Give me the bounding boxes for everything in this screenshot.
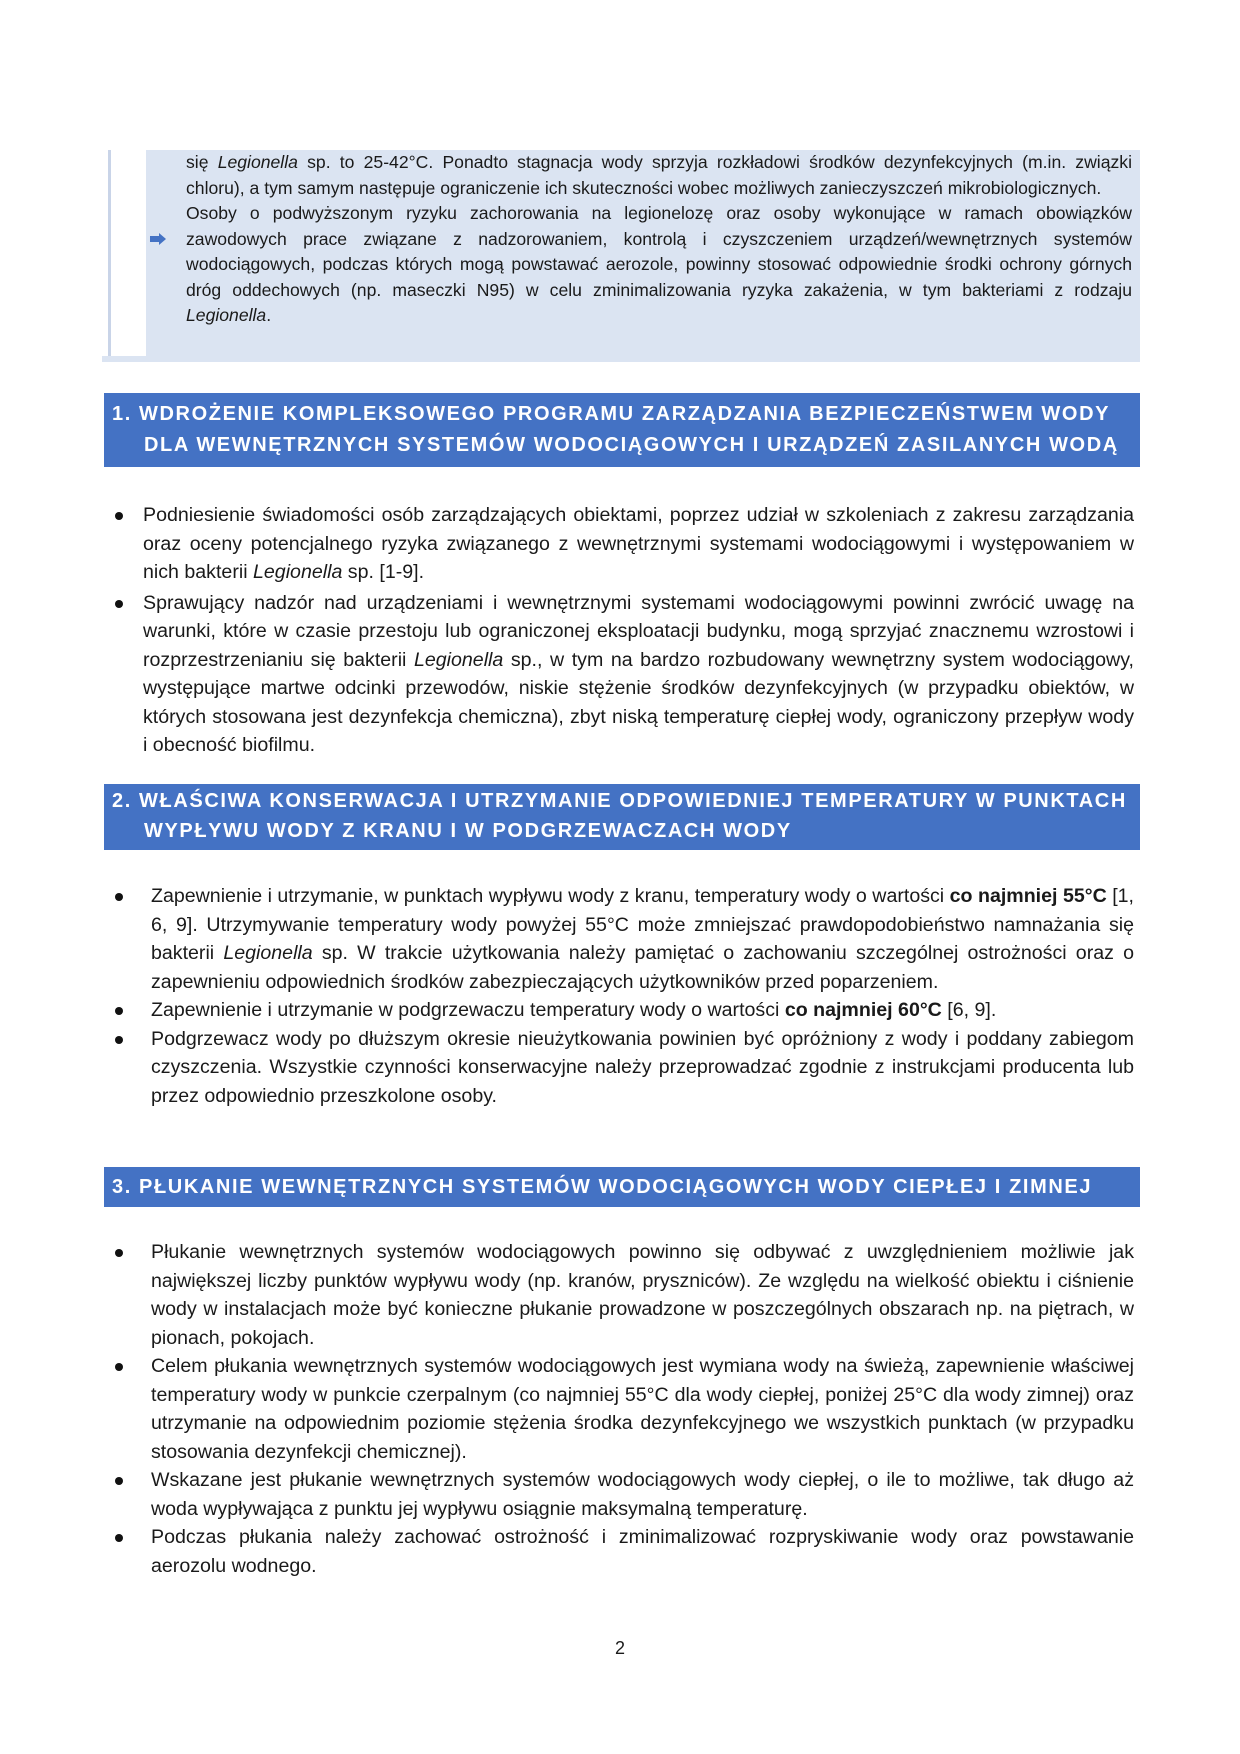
bold-term: co najmniej 60°C: [784, 999, 942, 1021]
list-item: [151, 1466, 1134, 1523]
text-run: sp. [1-9].: [342, 561, 425, 583]
page-number: 2: [614, 1638, 625, 1658]
bullet-icon: [115, 1036, 123, 1044]
text-run: sp. to 25-42°C. Ponadto stagnacja wody sprzyja rozkładowi środków dezynfekcyjnych (m.in. związki chloru), a tym samym następuje ograniczenie ich skuteczności wobec możliwych zanieczyszczeń mikrobiologicznych.: [186, 152, 1132, 198]
bullet-icon: [115, 1534, 123, 1542]
text-run: sp. W trakcie użytkowania należy pamiętać o zachowaniu szczególnej ostrożności oraz o zapewnieniu odpowiednich środków zabezpieczających użytkowników przed poparzeniem.: [151, 942, 1134, 993]
info-box-text: [186, 150, 1132, 329]
right-arrow-icon: [150, 233, 166, 245]
list-item: [143, 589, 1134, 760]
italic-term: Legionella: [186, 305, 267, 325]
text-run: Podgrzewacz wody po dłuższym okresie nieużytkowania powinien być opróżniony z wody i poddany zabiegom czyszczenia. Wszystkie czynności konserwacyjne należy przeprowadzać zgodnie z instrukcjami producenta lub przez odpowiednio przeszkolone osoby.: [151, 1027, 1134, 1107]
info-paragraph-1: [186, 150, 1132, 201]
text-run: Płukanie wewnętrznych systemów wodociągowych powinno się odbywać z uwzględnieniem możliwie jak największej liczby punktów wypływu wody (np. kranów, pryszniców). Ze względu na wielkość obiektu i ciśnienie wody w instalacjach może być konieczne płukanie prowadzone w poszczególnych obszarach np. na piętrach, w pionach, pokojach.: [151, 1241, 1134, 1349]
bullet-icon: [115, 600, 123, 608]
info-box-gutter: [102, 150, 146, 356]
list-item: [151, 1025, 1134, 1111]
italic-term: Legionella: [413, 648, 504, 671]
text-run: Sprawujący nadzór nad urządzeniami i wewnętrznymi systemami wodociągowymi powinni zwrócić uwagę na warunki, które w czasie przestoju lub ograniczonej eksploatacji budynku, mogą sprzyjać znacznemu wzrostowi i rozprzestrzenianiu się bakterii: [143, 591, 1134, 671]
italic-term: Legionella: [217, 152, 298, 172]
text-run: Celem płukania wewnętrznych systemów wodociągowych jest wymiana wody na świeżą, zapewnienie właściwej temperatury wody w punkcie czerpalnym (co najmniej 55°C dla wody ciepłej, poniżej 25°C dla wody zimnej) oraz utrzymanie na odpowiednim poziomie stężenia środka dezynfekcyjnego we wszystkich punktach (w przypadku stosowania dezynfekcji chemicznej).: [151, 1355, 1134, 1463]
bullet-icon: [115, 1477, 123, 1485]
info-box: [102, 150, 1140, 362]
section-1-header: [104, 393, 1140, 467]
section-3-list: [151, 1238, 1134, 1580]
text-run: Zapewnienie i utrzymanie, w punktach wypływu wody z kranu, temperatury wody o wartości: [151, 885, 950, 907]
text-run: [1, 6, 9]. Utrzymywanie temperatury wody powyżej 55°C może zmniejszać prawdopodobieństwo namnażania się bakterii: [151, 885, 1134, 964]
text-run: [6, 9].: [941, 999, 997, 1021]
section-1-title-line-1: 1. WDROŻENIE KOMPLEKSOWEGO PROGRAMU ZARZĄDZANIA BEZPIECZEŃSTWEM WODY: [112, 403, 1111, 425]
bullet-icon: [115, 1363, 123, 1371]
info-paragraph-2: [186, 201, 1132, 329]
list-item: [151, 1352, 1134, 1466]
bullet-icon: [115, 512, 123, 520]
section-1-list: [143, 501, 1134, 760]
list-item: [151, 996, 1134, 1025]
bullet-icon: [115, 893, 123, 901]
bullet-icon: [115, 1007, 123, 1015]
section-2-header: [104, 784, 1140, 850]
text-run: Osoby o podwyższonym ryzyku zachorowania na legionelozę oraz osoby wykonujące w ramach obowiązków zawodowych prace związane z nadzorowaniem, kontrolą i czyszczeniem urządzeń/wewnętrznych systemów wodociągowych, podczas których mogą powstawać aerozole, powinny stosować odpowiednie środki ochrony górnych dróg oddechowych (np. maseczki N95) w celu zminimalizowania ryzyka zakażenia, w tym bakteriami z rodzaju: [186, 203, 1132, 300]
section-2-list: [151, 882, 1134, 1110]
text-run: Zapewnienie i utrzymanie w podgrzewaczu temperatury wody o wartości: [151, 999, 785, 1021]
bullet-icon: [115, 1249, 123, 1257]
section-1-title-line-2: DLA WEWNĘTRZNYCH SYSTEMÓW WODOCIĄGOWYCH I URZĄDZEŃ ZASILANYCH WODĄ: [144, 434, 1119, 456]
text-run: .: [266, 305, 272, 325]
section-2-title-line-2: WYPŁYWU WODY Z KRANU I W PODGRZEWACZACH WODY: [144, 820, 792, 842]
text-run: się: [186, 152, 218, 172]
text-run: sp., w tym na bardzo rozbudowany wewnętrzny system wodociągowy, występujące martwe odcinki przewodów, niskie stężenie środków dezynfekcyjnych (w przypadku obiektów, w których stosowana jest dezynfekcja chemiczna), zbyt niską temperaturę ciepłej wody, ograniczony przepływ wody i obecność biofilmu.: [143, 648, 1134, 756]
section-2-title-line-1: 2. WŁAŚCIWA KONSERWACJA I UTRZYMANIE ODPOWIEDNIEJ TEMPERATURY W PUNKTACH: [112, 790, 1127, 812]
text-run: Podczas płukania należy zachować ostrożność i zminimalizować rozpryskiwanie wody oraz powstawanie aerozolu wodnego.: [151, 1526, 1134, 1577]
bold-term: co najmniej 55°C: [949, 885, 1107, 907]
section-3-header: [104, 1167, 1140, 1207]
section-3-title: 3. PŁUKANIE WEWNĘTRZNYCH SYSTEMÓW WODOCIĄGOWYCH WODY CIEPŁEJ I ZIMNEJ: [112, 1176, 1093, 1198]
text-run: Wskazane jest płukanie wewnętrznych systemów wodociągowych wody ciepłej, o ile to możliwe, tak długo aż woda wypływająca z punktu jej wypływu osiągnie maksymalną temperaturę.: [151, 1469, 1134, 1520]
text-run: Podniesienie świadomości osób zarządzających obiektami, poprzez udział w szkoleniach z zakresu zarządzania oraz oceny potencjalnego ryzyka związanego z wewnętrznymi systemami wodociągowymi i występowaniem w nich bakterii: [143, 504, 1134, 583]
info-box-rule: [108, 150, 111, 356]
italic-term: Legionella: [223, 942, 313, 964]
list-item: [151, 1523, 1134, 1580]
list-item: [143, 501, 1134, 587]
list-item: [151, 882, 1134, 996]
list-item: [151, 1238, 1134, 1352]
italic-term: Legionella: [253, 561, 343, 583]
